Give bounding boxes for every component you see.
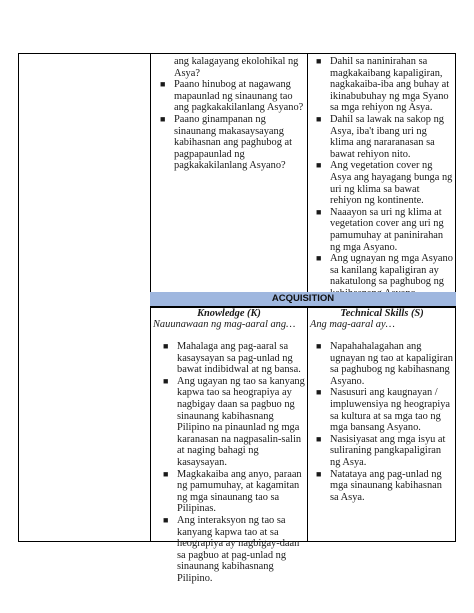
list-item <box>313 56 453 114</box>
list-item-text: Mahalaga ang pag-aaral sa kasaysayan sa pag-unlad ng bawat indibidwal at ng bansa. <box>177 341 301 376</box>
list-item <box>313 341 453 387</box>
list-item-text: Dahil sa naninirahan sa magkakaibang kapaligiran, nagkakaiba-iba ang buhay at ikinabubuhay ng mga Syano sa mga rehiyon ng Asya. <box>330 56 450 114</box>
table-divider-middle-lower <box>307 307 308 542</box>
list-item <box>313 114 453 160</box>
list-item-text: Ang vegetation cover ng Asya ang hayagang bunga ng uri ng klima sa bawat rehiyon ng kontinente. <box>330 160 453 207</box>
list-item-text: ang kalagayang ekolohikal ng Asya? <box>174 56 299 79</box>
bullet-icon: ■ <box>316 468 322 479</box>
bullet-icon: ■ <box>316 433 322 444</box>
list-item-text: Nasusuri ang kaugnayan / impluwensiya ng heograpiya sa kultura at sa mga tao ng mga bansang Asyano. <box>330 387 451 434</box>
knowledge-header: Knowledge (K) <box>197 308 261 319</box>
list-item-text: Naaayon sa uri ng klima at vegetation cover ang uri ng pamumuhay at paninirahan ng mga Asyano. <box>330 206 444 253</box>
top-left-cell <box>157 56 305 172</box>
bullet-icon: ■ <box>316 113 322 124</box>
list-item <box>157 114 305 172</box>
bullet-icon: ■ <box>316 56 322 66</box>
bullet-icon: ■ <box>160 79 166 90</box>
list-item-text: Ang ugnayan ng mga Asyano sa kanilang kapaligiran ay nakatulong sa paghubog ng <box>330 253 453 288</box>
list-item <box>313 469 453 504</box>
list-item <box>160 341 306 376</box>
bullet-icon: ■ <box>316 387 322 398</box>
list-item <box>157 56 305 79</box>
list-item-text: Ang ugayan ng tao sa kanyang kapwa tao sa heograpiya ay nagbigay daan sa pagbuo ng sinaunang kabihasnang Pilipino na pinaunlad ng mga karanasan na nagpasalin-salin at naging bahagi ng kasaysayan. <box>177 375 305 468</box>
list-item-text: Dahil sa lawak na sakop ng Asya, iba't ibang uri ng klima ang nararanasan sa bawat rehiyon nito. <box>330 113 444 160</box>
list-item <box>160 469 306 515</box>
bullet-icon: ■ <box>163 514 169 525</box>
list-item <box>160 515 306 585</box>
list-item-text: Magkakaiba ang anyo, paraan ng pamumuhay, at kagamitan ng mga sinaunang tao sa Pilipinas. <box>177 468 302 515</box>
skills-list <box>313 341 453 503</box>
list-item <box>313 387 453 433</box>
list-item-text: Nasisiyasat ang mga isyu at suliraning pangkapaligiran ng Asya. <box>330 433 446 468</box>
list-item-text: Napahahalagahan ang ugnayan ng tao at kapaligiran sa paghubog ng kabihasnang Asyano. <box>330 341 453 387</box>
bullet-icon: ■ <box>160 113 166 124</box>
bullet-icon: ■ <box>163 468 169 479</box>
list-item <box>157 79 305 114</box>
top-left-list <box>157 56 305 172</box>
knowledge-intro: Nauunawaan ng mag-aaral ang… <box>153 319 296 330</box>
skills-intro: Ang mag-aaral ay… <box>310 319 395 330</box>
top-right-list <box>313 56 453 299</box>
knowledge-list <box>160 341 306 584</box>
bullet-icon: ■ <box>163 341 169 351</box>
list-item <box>313 207 453 253</box>
acquisition-header: ACQUISITION <box>150 292 456 307</box>
skills-cell <box>313 341 453 503</box>
list-item-text: Natataya ang pag-unlad ng mga sinaunang kabihasnan sa Asya. <box>330 468 442 503</box>
bullet-icon: ■ <box>316 253 322 264</box>
bullet-icon: ■ <box>163 375 169 386</box>
bullet-icon: ■ <box>316 160 322 171</box>
list-item-text: Paano ginampanan ng sinaunang makasaysayang kabihasnan ang paghubog at pagpapaunlad ng pagkakakilanlang Asyano? <box>174 113 293 172</box>
skills-header: Technical Skills (S) <box>340 308 424 319</box>
bullet-icon: ■ <box>316 206 322 217</box>
table-divider-middle <box>307 53 308 292</box>
knowledge-cell <box>160 341 306 584</box>
list-item <box>160 376 306 469</box>
bullet-icon: ■ <box>316 341 322 351</box>
list-item-text: Paano hinubog at nagawang mapaunlad ng sinaunang tao ang pagkakakilanlang Asyano? <box>174 79 304 114</box>
list-item <box>313 160 453 206</box>
list-item <box>313 434 453 469</box>
top-right-cell <box>313 56 453 299</box>
list-item-text: Ang interaksyon ng tao sa kanyang kapwa tao at sa heograpiya ay nagbigay-daan sa pagbuo at pag-unlad ng sinaunang kabihasnang Pilipino. <box>177 514 300 584</box>
